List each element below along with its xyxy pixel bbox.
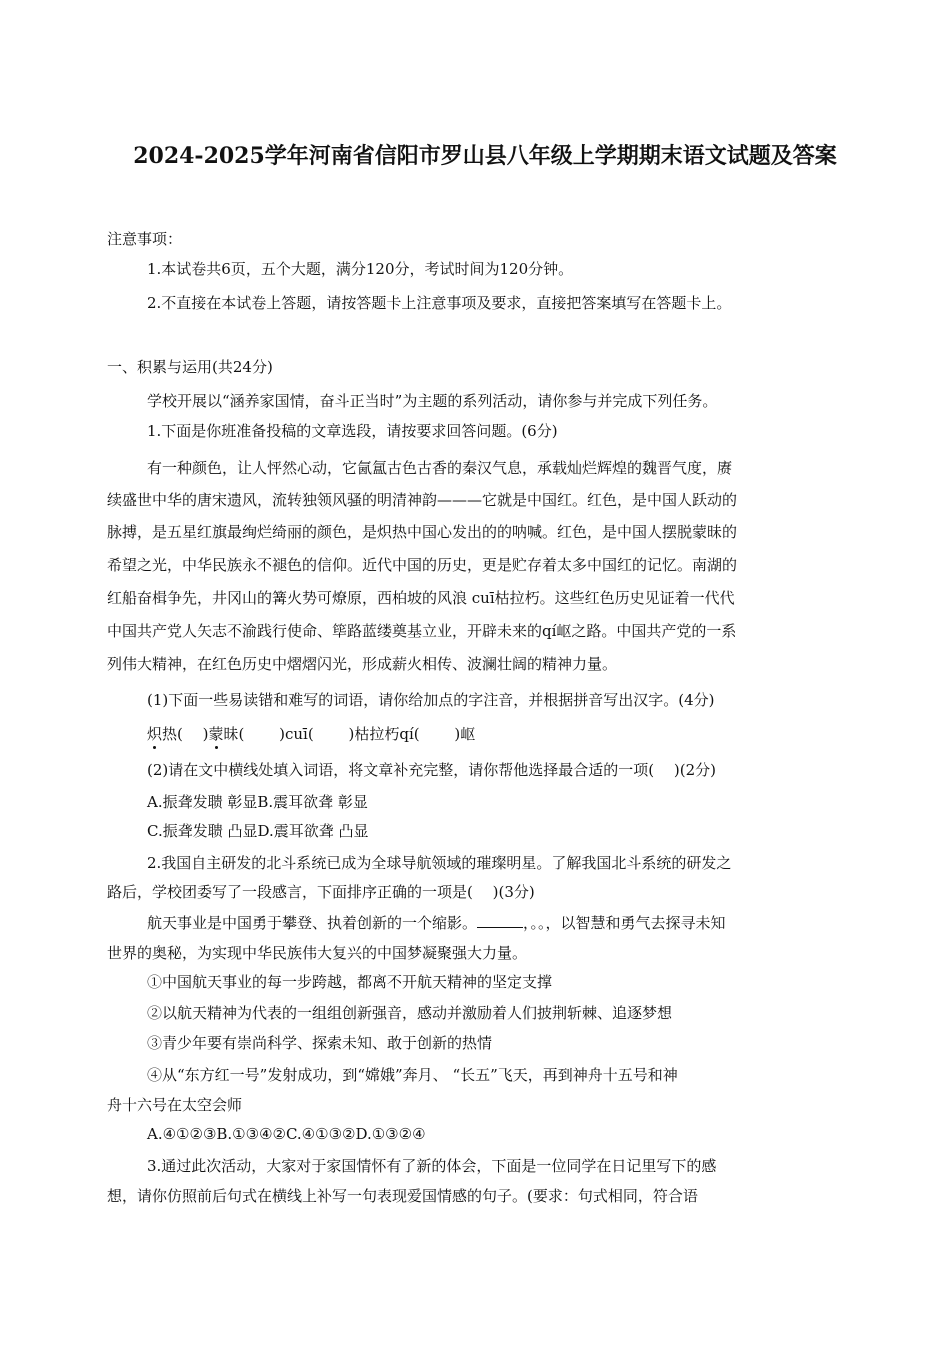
sentence-item: ①中国航天事业的每一步跨越，都离不开航天精神的坚定支撑 bbox=[147, 973, 553, 991]
dotted-char: 炽 bbox=[147, 725, 163, 743]
q2-paragraph-line: 世界的奥秘，为实现中华民族伟大复兴的中国梦凝聚强大力量。 bbox=[107, 944, 528, 962]
passage-line: 脉搏，是五星红旗最绚烂绮丽的颜色，是炽热中国心发出的的呐喊。红色，是中国人摆脱蒙昧的 bbox=[107, 523, 738, 541]
section-heading: 一、积累与运用(共24分) bbox=[107, 358, 273, 376]
answer-blank bbox=[477, 913, 523, 928]
section-intro: 学校开展以“涵养家国情，奋斗正当时”为主题的系列活动，请你参与并完成下列任务。 bbox=[147, 392, 718, 410]
sub-question-1: (1)下面一些易读错和难写的词语，请你给加点的字注音，并根据拼音写出汉字。(4分) bbox=[147, 691, 715, 709]
dotted-char: 蒙 bbox=[208, 725, 224, 743]
q2-paragraph-after: ，。。，以智慧和勇气去探寻未知 bbox=[523, 914, 726, 932]
passage-line: 列伟大精神，在红色历史中熠熠闪光，形成薪火相传、波澜壮阔的精神力量。 bbox=[107, 655, 618, 673]
passage-line: 中国共产党人矢志不渝践行使命、筚路蓝缕奠基立业，开辟未来的qí岖之路。中国共产党的一系 bbox=[107, 622, 737, 640]
sentence-item: 舟十六号在太空会师 bbox=[107, 1096, 243, 1114]
page-title: 2024-2025学年河南省信阳市罗山县八年级上学期期末语文试题及答案 bbox=[133, 143, 837, 169]
sentence-item: ③青少年要有崇尚科学、探索未知、敢于创新的热情 bbox=[147, 1034, 493, 1052]
passage-line: 希望之光，中华民族永不褪色的信仰。近代中国的历史，更是贮存着太多中国红的记忆。南湖的 bbox=[107, 556, 738, 574]
question-3-stem: 想，请你仿照前后句式在横线上补写一句表现爱国情感的句子。(要求：句式相同，符合语 bbox=[107, 1187, 698, 1205]
notice-heading: 注意事项： bbox=[107, 230, 183, 248]
question-2-stem: 2.我国自主研发的北斗系统已成为全球导航领域的璀璨明星。了解我国北斗系统的研发之 bbox=[147, 854, 732, 872]
option-line: C.振聋发聩 凸显D.震耳欲聋 凸显 bbox=[147, 822, 369, 840]
word-item: 昧( ) bbox=[223, 725, 285, 743]
passage-line: 续盛世中华的唐宋遗风，流转独领风骚的明清神韵———它就是中国红。红色，是中国人跃动的 bbox=[107, 491, 738, 509]
sub-question-2: (2)请在文中横线处填入词语，将文章补充完整，请你帮他选择最合适的一项( )(2分) bbox=[147, 761, 716, 779]
passage-line: 有一种颜色，让人怦然心动，它氤氲古色古香的秦汉气息，承载灿烂辉煌的魏晋气度，赓 bbox=[147, 459, 733, 477]
q2-paragraph-before: 航天事业是中国勇于攀登、执着创新的一个缩影。 bbox=[147, 914, 478, 932]
notice-item: 2.不直接在本试卷上答题，请按答题卡上注意事项及要求，直接把答案填写在答题卡上。 bbox=[147, 294, 732, 312]
question-3-stem: 3.通过此次活动，大家对于家国情怀有了新的体会，下面是一位同学在日记里写下的感 bbox=[147, 1157, 717, 1175]
notice-item: 1.本试卷共6页，五个大题，满分120分，考试时间为120分钟。 bbox=[147, 260, 574, 278]
sentence-item: ④从“东方红一号”发射成功，到“嫦娥”奔月、 “长五”飞天，再到神舟十五号和神 bbox=[147, 1066, 678, 1084]
option-line: A.④①②③B.①③④②C.④①③②D.①③②④ bbox=[147, 1125, 426, 1143]
option-line: A.振聋发聩 彰显B.震耳欲聋 彰显 bbox=[147, 793, 368, 811]
question-2-stem: 路后，学校团委写了一段感言，下面排序正确的一项是( )(3分) bbox=[107, 883, 535, 901]
sentence-item: ②以航天精神为代表的一组组创新强音，感动并激励着人们披荆斩棘、追逐梦想 bbox=[147, 1004, 673, 1022]
word-item: qí( )岖 bbox=[399, 725, 476, 743]
passage-line: 红船奋楫争先，井冈山的篝火势可燎原，西柏坡的风浪 cuī枯拉朽。这些红色历史见证着一代代 bbox=[107, 589, 735, 607]
q2-paragraph bbox=[147, 913, 726, 933]
word-item: cuī( )枯拉朽 bbox=[285, 725, 400, 743]
word-item: 热( ) bbox=[162, 725, 209, 743]
question-1-stem: 1.下面是你班准备投稿的文章选段，请按要求回答问题。(6分) bbox=[147, 422, 558, 440]
pinyin-items bbox=[147, 724, 475, 744]
